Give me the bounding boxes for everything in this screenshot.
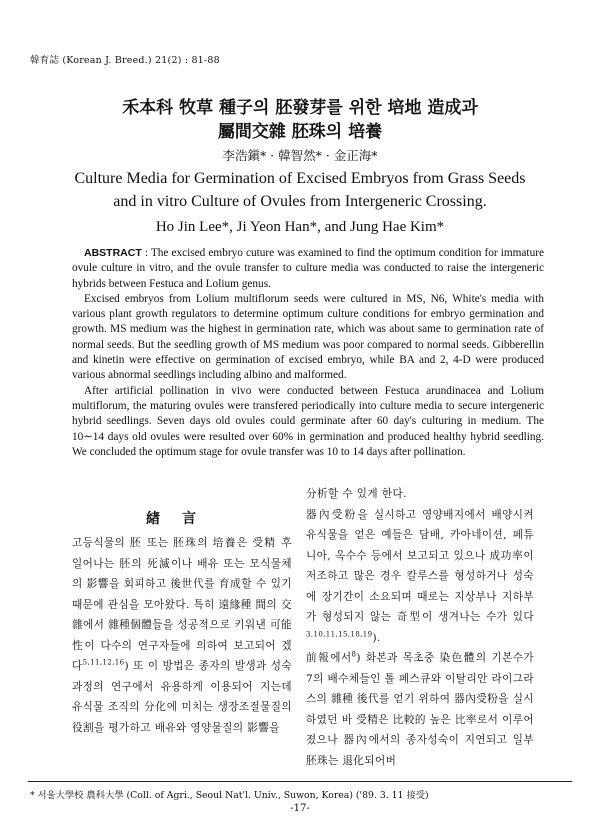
abstract-paragraph-2: Excised embryos from Lolium multiflorum seeds were cultured in MS, N6, White's media with various plant growth regulators to determine optimum culture conditions for embryo germination and growth. MS medium was the highest in germination rate, which was about same to germination rate of normal seeds. But the seedling growth of MS medium was poor compared to normal seeds. Gibberellin and kinetin were effective on germination of excised embryo, while BA and 2, 4-D were produced various abnormal seedlings including albino and malformed. (72, 292, 544, 382)
affiliation-footnote: * 서울大學校 農科大學 (Coll. of Agri., Seoul Nat'l. Univ., Suwon, Korea) ('89. 3. 11 接受) (30, 790, 429, 801)
abstract-label: ABSTRACT (84, 247, 142, 259)
section-heading-introduction: 緖言 (146, 511, 218, 527)
korean-title-line-2: 屬間交雜 胚珠의 培養 (217, 122, 383, 142)
right-column-text-b: 器內受粉을 실시하고 영양배지에서 배양시켜 유식물을 얻은 예들은 담배, 카아네이션, 페튜니아, 옥수수 등에서 보고되고 있으나 成功率이 저조하고 많은 경우 칼루스를 형성하거나 성숙에 장기간이 소요되며 때로는 지상부나 지하부가 형성되지 않는 奇型이 생겨나는 수가 있다 (306, 508, 534, 623)
right-column-citation-2: 8 (351, 650, 357, 659)
right-column-text-e: ) 화본과 목초중 染色體의 기본수가 7의 배수체들인 톨 페스큐와 이탈리안 라이그라스의 雜種 後代를 얻기 위하여 器內受粉을 실시하였던 바 受精은 比較的 높은 比率로서 이루어졌으나 器內에서의 종자성숙이 지연되고 일부 胚珠는 退化되어버 (306, 652, 535, 767)
right-column-text-d: 前報에서 (306, 652, 352, 664)
left-column-text-cont: ) 또 이 방법은 종자의 발생과 성숙과정의 연구에서 유용하게 이용되어 지는데 유식물 조직의 分化에 미치는 생장조절물질의 役割을 평가하고 배유와 영양물질의 影響을 (72, 660, 292, 734)
english-title-line-2: and in vitro Culture of Ovules from Intergeneric Crossing. (113, 193, 487, 210)
right-column-body (306, 484, 534, 771)
abstract-paragraph-1 (72, 246, 544, 292)
left-column-text: 고등식물의 胚 또는 胚珠의 培養은 受精 후 일어나는 胚의 死滅이나 배유 또는 모식물체의 影響을 회피하고 後世代를 育成할 수 있기 때문에 관심을 모아왔다. 특히 遠緣種 間의 交雜에서 雜種個體들을 성공적으로 키워낸 可能性이 다수의 연구자들에 의하여 보고되어 겠다 (72, 537, 292, 672)
korean-authors: 李浩鎭* · 韓智然* · 金正海* (222, 148, 378, 163)
korean-title-line-1: 禾本科 牧草 種子의 胚發芽를 위한 培地 造成과 (122, 98, 478, 118)
page-number: -17- (290, 803, 310, 814)
abstract-paragraph-3: After artificial pollination in vivo were conducted between Festuca arundinacea and Lolium multiflorum, the maturing ovules were transfered periodically into culture media to secure intergeneric hybrid seedlings. Seven days old ovules could germinate after 60 day's culturing in medium. The 10∼14 days old ovules were resulted over 60% in germination and produced healthy hybrid seedling. We concluded the optimum stage for ovule transfer was 10 to 14 days after pollination. (72, 384, 544, 458)
left-column-body (72, 533, 292, 738)
right-column-citation-1: 3,10,11,15,18,19 (306, 629, 373, 638)
footnote-divider (28, 781, 572, 782)
left-column-citation: 5,11,12,16 (82, 658, 125, 667)
right-column-p1: 分析할 수 있게 한다. (306, 488, 407, 500)
abstract (72, 246, 544, 460)
english-authors: Ho Jin Lee*, Ji Yeon Han*, and Jung Hae Kim* (155, 219, 445, 235)
abstract-text-1: : The excised embryo cuture was examined to find the optimum condition for immature ovule culture in vitro, and the ovule transfer to culture media was conducted to raise the intergeneric hybrids between Festuca and Lolium genus. (72, 247, 544, 290)
right-column-text-c: ). (372, 631, 381, 644)
journal-citation: 韓育誌 (Korean J. Breed.) 21(2) : 81-88 (30, 55, 220, 66)
english-title-line-1: Culture Media for Germination of Excised Embryos from Grass Seeds (74, 170, 526, 187)
